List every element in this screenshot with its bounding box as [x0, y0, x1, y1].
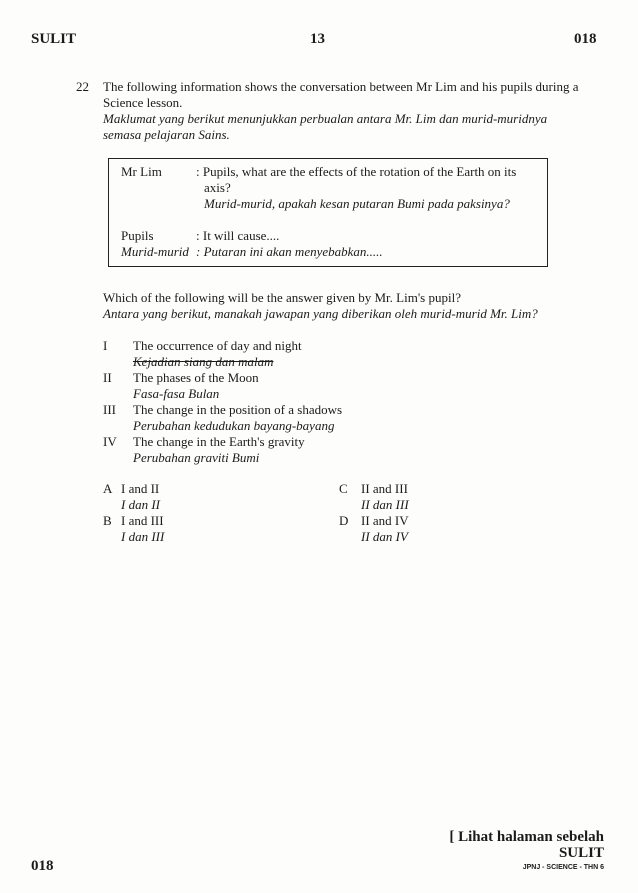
option-c-text-ms: II dan III — [361, 497, 409, 512]
speaker-pupils: Pupils — [121, 228, 154, 243]
prompt-ms: Antara yang berikut, manakah jawapan yang diberikan oleh murid-murid Mr. Lim? — [103, 306, 538, 321]
statement-en: The change in the Earth's gravity — [133, 434, 305, 449]
speaker-mr-lim: Mr Lim — [121, 164, 162, 179]
murid-answer-ms: : Putaran ini akan menyebabkan..... — [196, 244, 383, 259]
footer-tag: JPNJ - SCIENCE - THN 6 — [522, 864, 604, 871]
mr-lim-question-ms: Murid-murid, apakah kesan putaran Bumi pada paksinya? — [204, 196, 510, 211]
footer-sulit: SULIT — [558, 845, 604, 861]
question-en-line2: Science lesson. — [103, 95, 183, 110]
option-a-text-ms: I dan II — [121, 497, 160, 512]
option-a-text[interactable]: I and II — [121, 481, 160, 496]
statement-num: II — [103, 370, 112, 385]
statement-ms: Perubahan graviti Bumi — [133, 450, 260, 465]
option-d-text-ms: II dan IV — [361, 529, 408, 544]
statement-num: III — [103, 402, 116, 417]
mr-lim-question-en-2: axis? — [204, 180, 231, 195]
option-d-letter[interactable]: D — [339, 513, 349, 528]
option-c-text[interactable]: II and III — [361, 481, 408, 496]
statement-ms: Kejadian siang dan malam — [133, 354, 274, 369]
prompt-en: Which of the following will be the answer given by Mr. Lim's pupil? — [103, 290, 461, 305]
statement-num: I — [103, 338, 108, 353]
pupils-answer-en: : It will cause.... — [196, 228, 280, 243]
option-c-letter[interactable]: C — [339, 481, 348, 496]
option-b-letter[interactable]: B — [103, 513, 112, 528]
option-b-text-ms: I dan III — [121, 529, 165, 544]
statement-en: The phases of the Moon — [133, 370, 259, 385]
statement-en: The change in the position of a shadows — [133, 402, 343, 417]
speaker-murid-murid: Murid-murid — [121, 244, 189, 259]
question-ms-line1: Maklumat yang berikut menunjukkan perbualan antara Mr. Lim dan murid-muridnya — [103, 111, 548, 126]
option-b-text[interactable]: I and III — [121, 513, 164, 528]
paper-code: 018 — [574, 31, 597, 47]
option-a-letter[interactable]: A — [103, 481, 113, 496]
footer-paper-code: 018 — [31, 858, 54, 874]
page-number: 13 — [310, 31, 325, 47]
header-sulit: SULIT — [31, 31, 77, 47]
question-ms-line2: semasa pelajaran Sains. — [103, 127, 230, 142]
statement-ms: Fasa-fasa Bulan — [133, 386, 220, 401]
question-number: 22 — [76, 79, 89, 94]
next-page-note: [ Lihat halaman sebelah — [449, 829, 604, 845]
statement-en: The occurrence of day and night — [133, 338, 302, 353]
statement-num: IV — [103, 434, 117, 449]
statement-ms: Perubahan kedudukan bayang-bayang — [133, 418, 335, 433]
mr-lim-question-en-1: : Pupils, what are the effects of the rotation of the Earth on its — [196, 164, 517, 179]
question-en-line1: The following information shows the conversation between Mr Lim and his pupils during a — [103, 79, 579, 94]
option-d-text[interactable]: II and IV — [361, 513, 409, 528]
